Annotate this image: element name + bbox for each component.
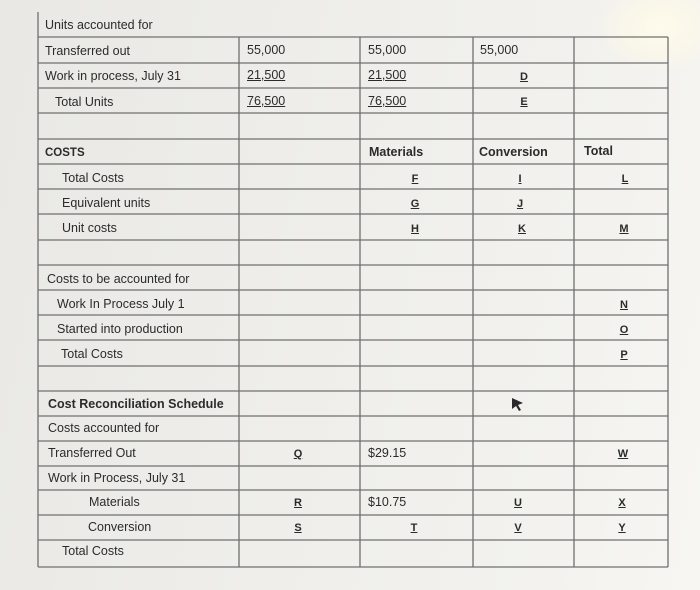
units-row-value: 76,500	[368, 94, 407, 108]
reconciliation-row-value: W	[617, 448, 629, 460]
reconciliation-row-value: X	[618, 497, 626, 509]
units-row-label: Work in process, July 31	[45, 69, 181, 83]
reconciliation-row-value: T	[410, 522, 418, 534]
costs-accounted-heading: Costs to be accounted for	[47, 272, 190, 286]
costs-row-value: G	[410, 198, 420, 210]
costs-accounted-row-value: O	[619, 324, 629, 336]
units-row-value: 76,500	[247, 94, 286, 108]
units-row-value: 21,500	[247, 68, 286, 82]
costs-row-label: Equivalent units	[62, 196, 151, 210]
costs-accounted-row-label: Started into production	[57, 322, 183, 336]
reconciliation-row-label: Transferred Out	[48, 446, 136, 460]
costs-accounted-row-value: N	[620, 299, 628, 311]
reconciliation-heading: Cost Reconciliation Schedule	[48, 397, 224, 411]
reconciliation-row-label: Work in Process, July 31	[48, 471, 186, 485]
costs-row-value: L	[621, 173, 629, 185]
units-row-value: 55,000	[247, 43, 286, 57]
reconciliation-row-value: $10.75	[368, 495, 407, 509]
costs-row-label: Total Costs	[62, 171, 124, 185]
costs-accounted-row-value: P	[620, 349, 628, 361]
reconciliation-row-value: $29.15	[368, 446, 407, 460]
units-row-value: 55,000	[368, 43, 407, 57]
units-row-value: 21,500	[368, 68, 407, 82]
reconciliation-row-value: U	[514, 497, 522, 509]
costs-row-value: J	[516, 198, 524, 210]
costs-heading: COSTS	[45, 147, 85, 159]
conversion-column-header: Conversion	[479, 145, 548, 159]
units-row-value: E	[520, 96, 528, 108]
units-heading: Units accounted for	[45, 18, 153, 32]
reconciliation-row-value: V	[514, 522, 522, 534]
reconciliation-row-label: Conversion	[88, 520, 152, 534]
units-row-value: D	[520, 71, 528, 83]
costs-row-value: M	[619, 223, 629, 235]
cursor-arrow-icon	[512, 398, 523, 411]
costs-accounted-row-label: Work In Process July 1	[57, 297, 185, 311]
costs-row-value: H	[411, 223, 419, 235]
units-row-label: Transferred out	[45, 44, 130, 58]
total-column-header: Total	[584, 144, 613, 158]
reconciliation-row-value: S	[294, 522, 302, 534]
costs-row-label: Unit costs	[62, 221, 117, 235]
reconciliation-subheading: Costs accounted for	[48, 421, 160, 435]
reconciliation-row-label: Materials	[89, 495, 140, 509]
costs-accounted-row-label: Total Costs	[61, 347, 123, 361]
costs-row-value: K	[518, 223, 526, 235]
units-row-label: Total Units	[55, 95, 114, 109]
materials-column-header: Materials	[369, 145, 424, 159]
costs-row-value: F	[411, 173, 419, 185]
units-row-value: 55,000	[480, 43, 519, 57]
reconciliation-row-value: Q	[293, 448, 303, 460]
reconciliation-row-value: R	[294, 497, 302, 509]
costs-row-value: I	[518, 173, 522, 185]
reconciliation-row-label: Total Costs	[62, 544, 124, 558]
reconciliation-row-value: Y	[618, 522, 626, 534]
